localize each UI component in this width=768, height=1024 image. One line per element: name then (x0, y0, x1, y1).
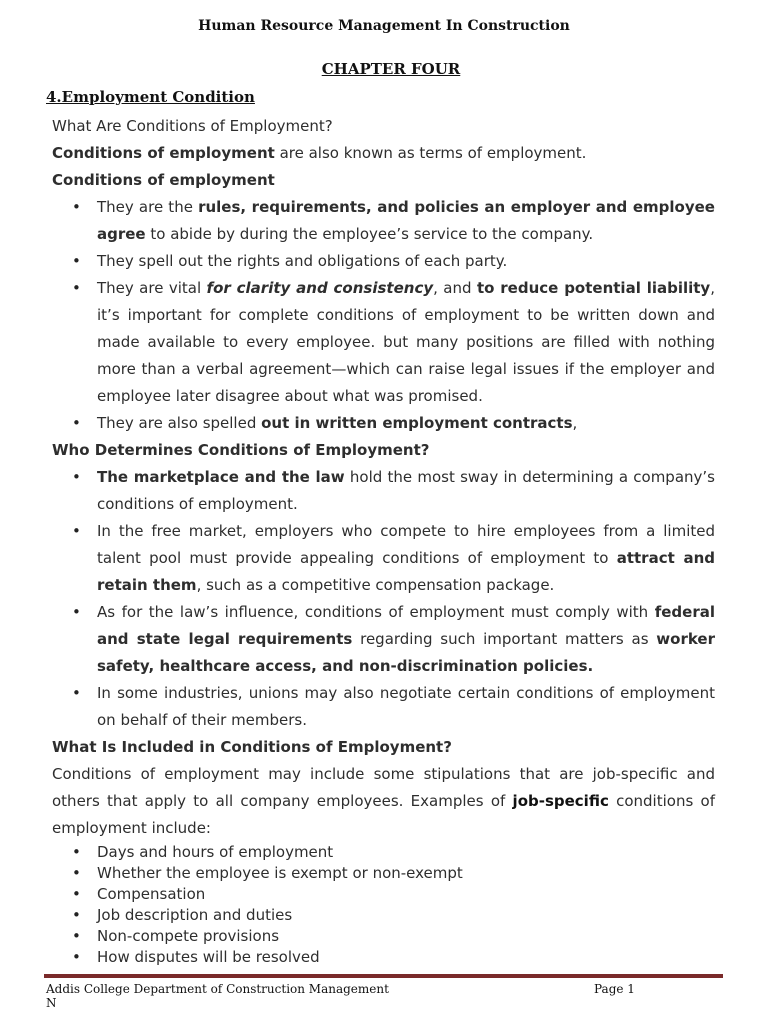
section-title: 4.Employment Condition (46, 88, 255, 106)
determines-list (52, 464, 715, 734)
list-item: • Whether the employee is exempt or non-exempt (52, 863, 715, 884)
page-header: Human Resource Management In Construction (198, 18, 570, 34)
page-number: Page 1 (594, 982, 635, 996)
footer-divider (44, 974, 723, 978)
list-item: • The marketplace and the law hold the most sway in determining a company’s conditions of employment. (52, 464, 715, 518)
list-item: • They are also spelled out in written employment contracts, (52, 410, 715, 437)
list-item: • Compensation (52, 884, 715, 905)
chapter-title: CHAPTER FOUR (321, 60, 461, 78)
document-body (52, 113, 715, 968)
conditions-heading: Conditions of employment (52, 171, 275, 189)
included-paragraph: Conditions of employment may include some stipulations that are job-specific and others that apply to all company employees. Examples of job-specific conditions of employment include: (52, 765, 715, 837)
question-heading-1: What Are Conditions of Employment? (52, 117, 333, 135)
list-item: • Job description and duties (52, 905, 715, 926)
list-item: • Non-compete provisions (52, 926, 715, 947)
list-item: • They spell out the rights and obligations of each party. (52, 248, 715, 275)
list-item: • They are the rules, requirements, and policies an employer and employee agree to abide by during the employee’s service to the company. (52, 194, 715, 248)
list-item: • They are vital for clarity and consistency, and to reduce potential liability, it’s important for complete conditions of employment to be written down and made available to every employee. but many positions are filled with nothing more than a verbal agreement—which can raise legal issues if the employer and employee later disagree about what was promised. (52, 275, 715, 410)
footer-text: Addis College Department of Construction Management N (46, 982, 389, 1010)
intro-paragraph: Conditions of employment are also known as terms of employment. (52, 144, 587, 162)
question-heading-2: Who Determines Conditions of Employment? (52, 441, 430, 459)
job-specific-list (52, 842, 715, 968)
list-item: • As for the law’s influence, conditions of employment must comply with federal and state legal requirements regarding such important matters as worker safety, healthcare access, and non-discrimination policies. (52, 599, 715, 680)
conditions-list (52, 194, 715, 437)
list-item: • In the free market, employers who compete to hire employees from a limited talent pool must provide appealing conditions of employment to attract and retain them, such as a competitive compensation package. (52, 518, 715, 599)
list-item: • In some industries, unions may also negotiate certain conditions of employment on behalf of their members. (52, 680, 715, 734)
list-item: • How disputes will be resolved (52, 947, 715, 968)
list-item: • Days and hours of employment (52, 842, 715, 863)
question-heading-3: What Is Included in Conditions of Employment? (52, 738, 452, 756)
